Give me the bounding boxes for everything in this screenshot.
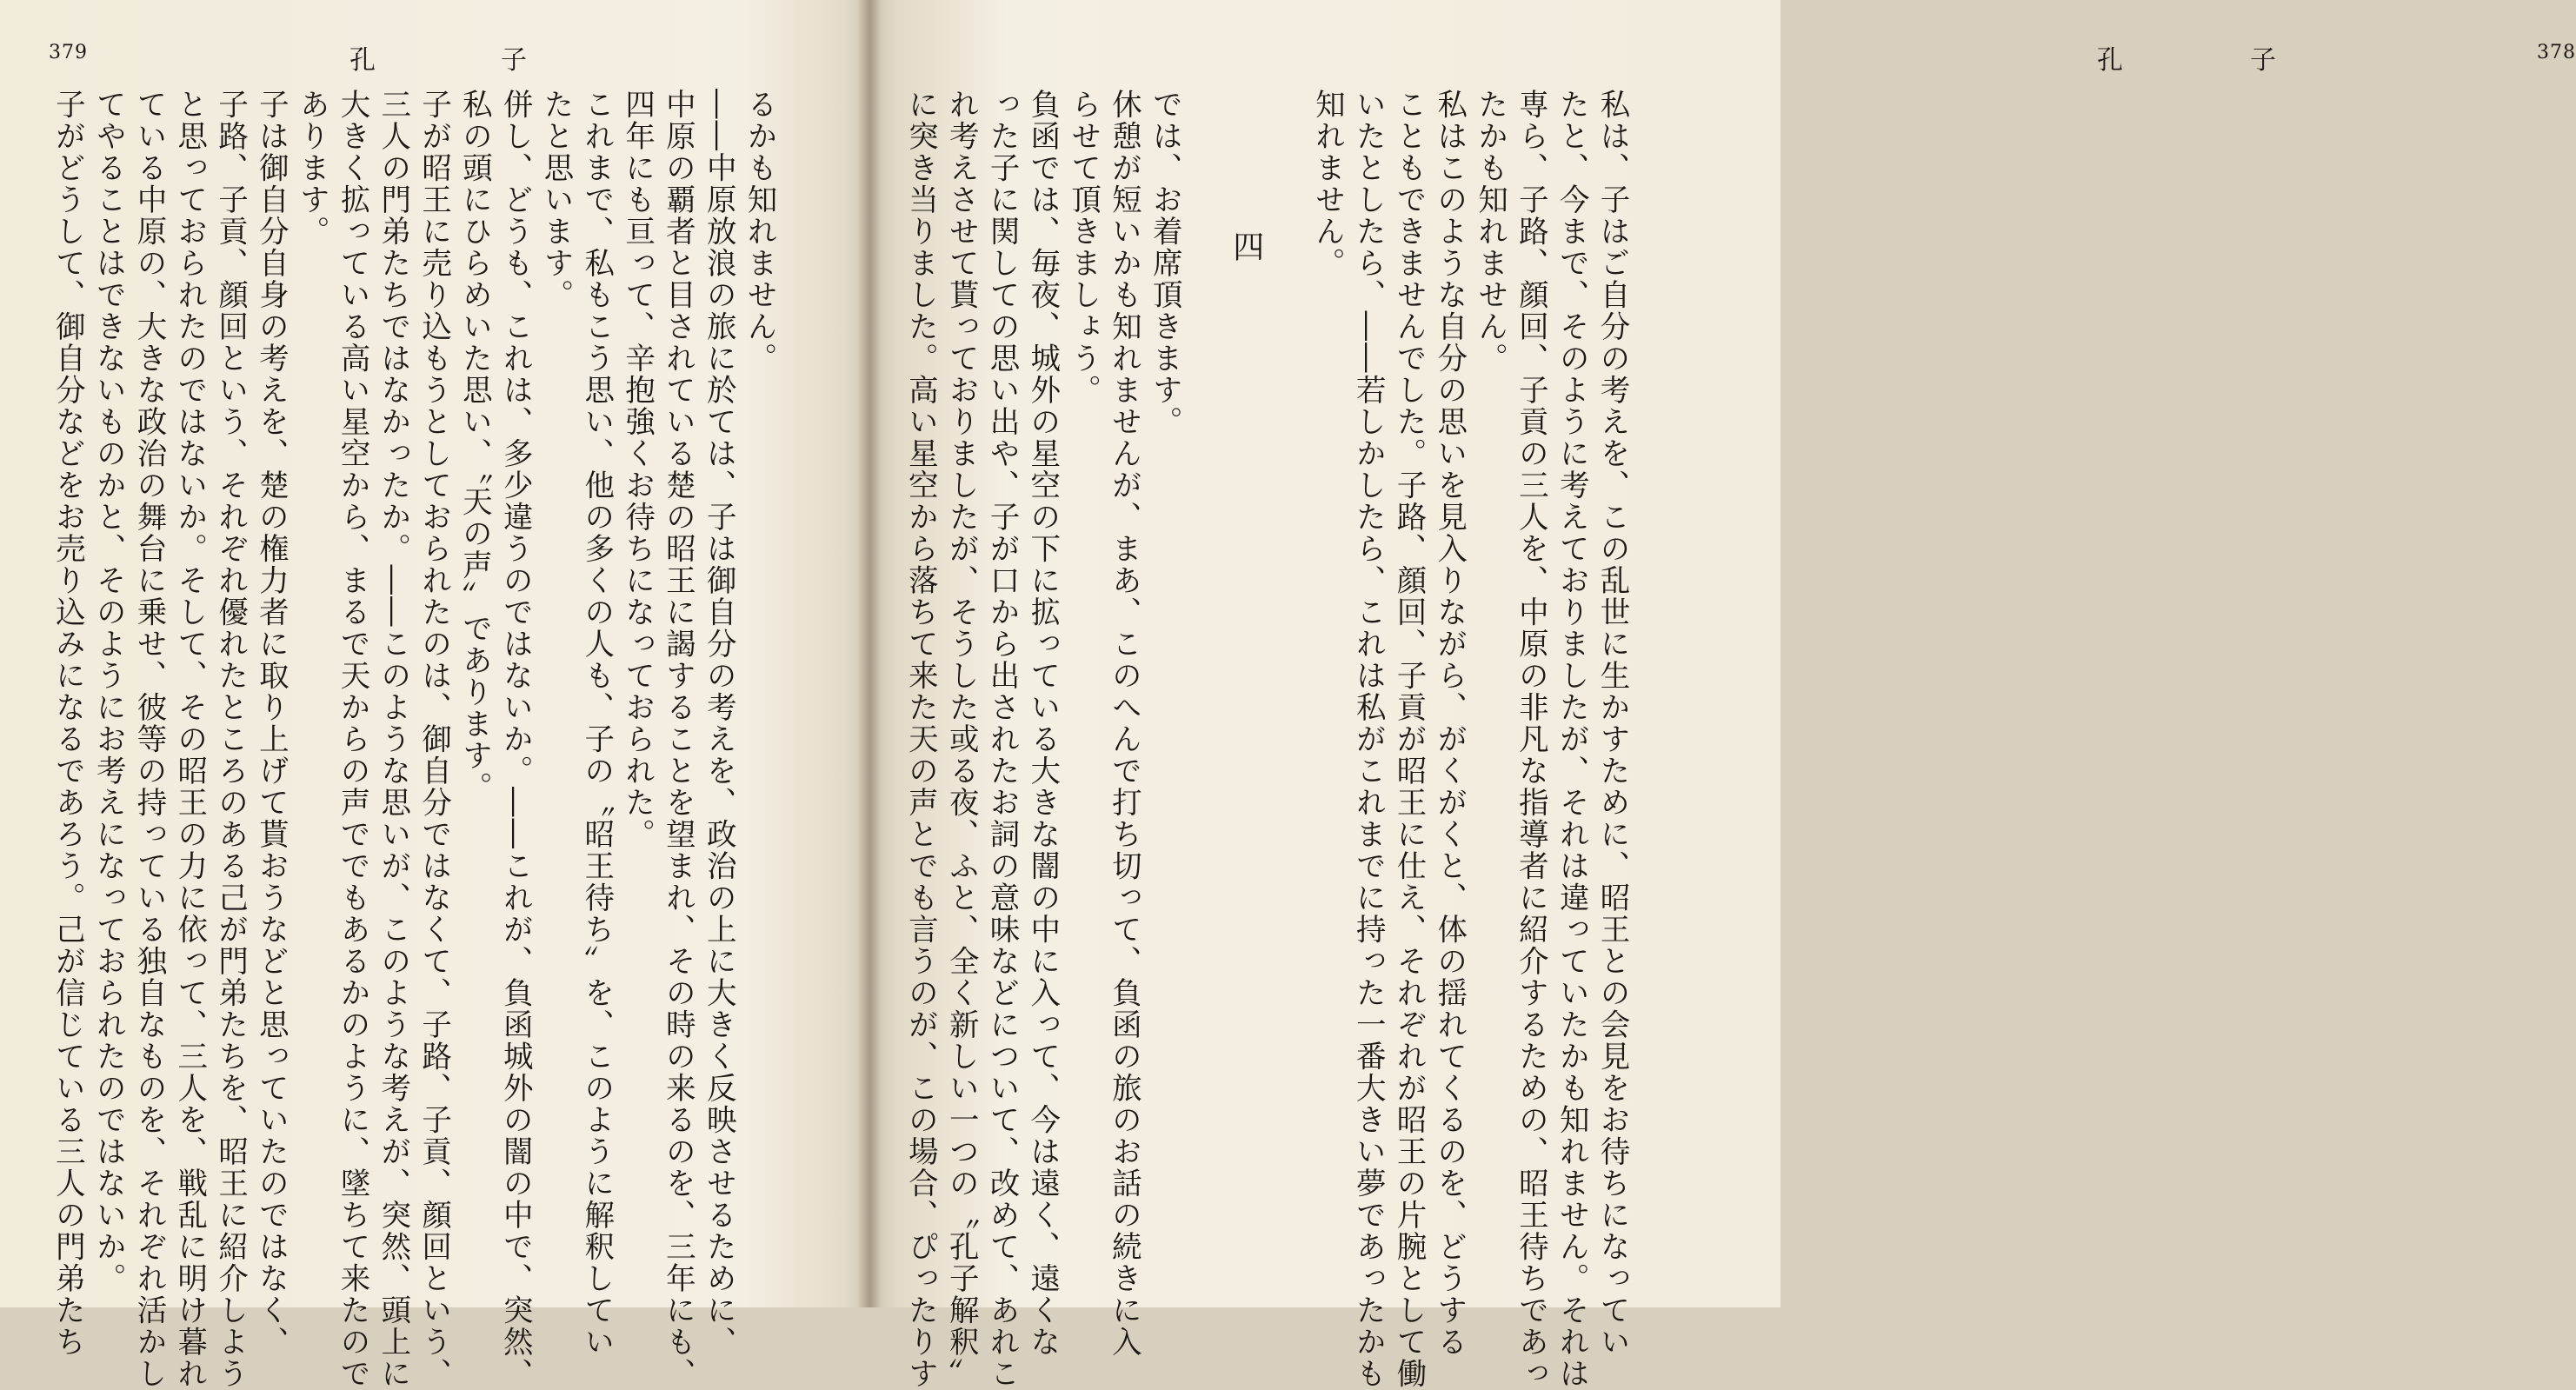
text-column: 子は御自分自身の考えを、楚の権力者に取り上げて貰おうなどと思っていたのではなく、 xyxy=(253,89,289,1358)
text-column: ――中原放浪の旅に於ては、子は御自分の考えを、政治の上に大きく反映させるために、 xyxy=(701,89,736,1358)
text-column: るかも知れません。 xyxy=(742,89,776,375)
text-column: 知れません。 xyxy=(1309,89,1345,279)
text-column: ている中原の、大きな政治の舞台に乗せ、彼等の持っている独自なものを、それぞれ活かし xyxy=(131,89,166,1390)
running-header-left-char-2: 子 xyxy=(501,45,527,76)
text-column: これまで、私もこう思い、他の多くの人も、子の〝昭王待ち〟を、このように解釈してい xyxy=(578,89,614,1358)
section-heading: 四 xyxy=(1228,230,1264,263)
running-header-right-char-1: 孔 xyxy=(2097,45,2123,76)
text-column: たと思います。 xyxy=(538,89,573,311)
text-column: たかも知れません。 xyxy=(1472,89,1508,375)
text-column: った子に関しての思い出や、子が口から出されたお詞の意味などについて、改めて、あれこ xyxy=(984,89,1019,1390)
running-header-right-char-2: 子 xyxy=(2250,45,2276,76)
text-column: では、お着席頂きます。 xyxy=(1147,89,1182,438)
page-number-right: 378 xyxy=(2537,42,2576,63)
text-column: こともできませんでした。子路、顔回、子貢が昭王に仕え、それぞれが昭王の片腕として働 xyxy=(1391,89,1426,1390)
text-column: あります。 xyxy=(294,89,329,248)
text-column: 子路、子貢、顔回という、それぞれ優れたところのある己が門弟たちを、昭王に紹介しよう xyxy=(212,89,248,1390)
text-column: 中原の覇者と目されている楚の昭王に謁することを望まれ、その時の来るのを、三年にも、 xyxy=(660,89,696,1390)
text-column: 大きく拡っている高い星空から、まるで天からの声ででもあるかのように、墜ちて来たので xyxy=(335,89,369,1390)
text-column: 三人の門弟たちではなかったか。――このような思いが、このような考えが、突然、頭上に xyxy=(375,89,410,1390)
text-column: 四年にも亘って、辛抱強くお待ちになっておられた。 xyxy=(619,89,655,850)
text-column: 子が昭王に売り込もうとしておられたのは、御自分ではなくて、子路、子貢、顔回という、 xyxy=(416,89,451,1390)
text-column: いたとしたら、――若しかしたら、これは私がこれまでに持った一番大きい夢であったかも xyxy=(1350,89,1386,1390)
text-column: 併し、どうも、これは、多少違うのではないか。――これが、負函城外の闇の中で、突然、 xyxy=(497,89,533,1390)
text-column: 負函では、毎夜、城外の星空の下に拡っている大きな闇の中に入って、今は遠く、遠くな xyxy=(1024,89,1060,1358)
text-column: 私はこのような自分の思いを見入りながら、がくがくと、体の揺れてくるのを、どうする xyxy=(1431,89,1467,1358)
text-column: と思っておられたのではないか。そして、その昭王の力に依って、三人を、戦乱に明け暮れ xyxy=(171,89,207,1390)
text-column: 私の頭にひらめいた思い、〝天の声〟であります。 xyxy=(456,89,492,804)
text-column: に突き当りました。高い星空から落ちて来た天の声とでも言うのが、この場合、ぴったりす xyxy=(902,89,938,1390)
page-number-left: 379 xyxy=(49,42,88,63)
text-column: 子がどうして、御自分などをお売り込みになるであろう。己が信じている三人の門弟たち xyxy=(50,89,85,1358)
text-column: てやることはできないものかと、そのようにお考えになっておられたのではないか。 xyxy=(90,89,126,1294)
text-column: 休憩が短いかも知れませんが、まあ、このへんで打ち切って、負函の旅のお話の続きに入 xyxy=(1106,89,1142,1358)
book-gutter xyxy=(857,0,882,1307)
text-column: たと、今まで、そのように考えておりましたが、それは違っていたかも知れません。それは xyxy=(1554,89,1589,1390)
text-column: れ考えさせて貰っておりましたが、そうした或る夜、ふと、全く新しい一つの〝孔子解釈〟 xyxy=(943,89,979,1390)
running-header-left-char-1: 孔 xyxy=(349,45,376,76)
text-column: 専ら、子路、顔回、子貢の三人を、中原の非凡な指導者に紹介するための、昭王待ちであっ xyxy=(1513,89,1548,1390)
text-column: 私は、子はご自分の考えを、この乱世に生かすために、昭王との会見をお待ちになってい xyxy=(1594,89,1629,1358)
text-column: らせて頂きましょう。 xyxy=(1065,89,1101,406)
